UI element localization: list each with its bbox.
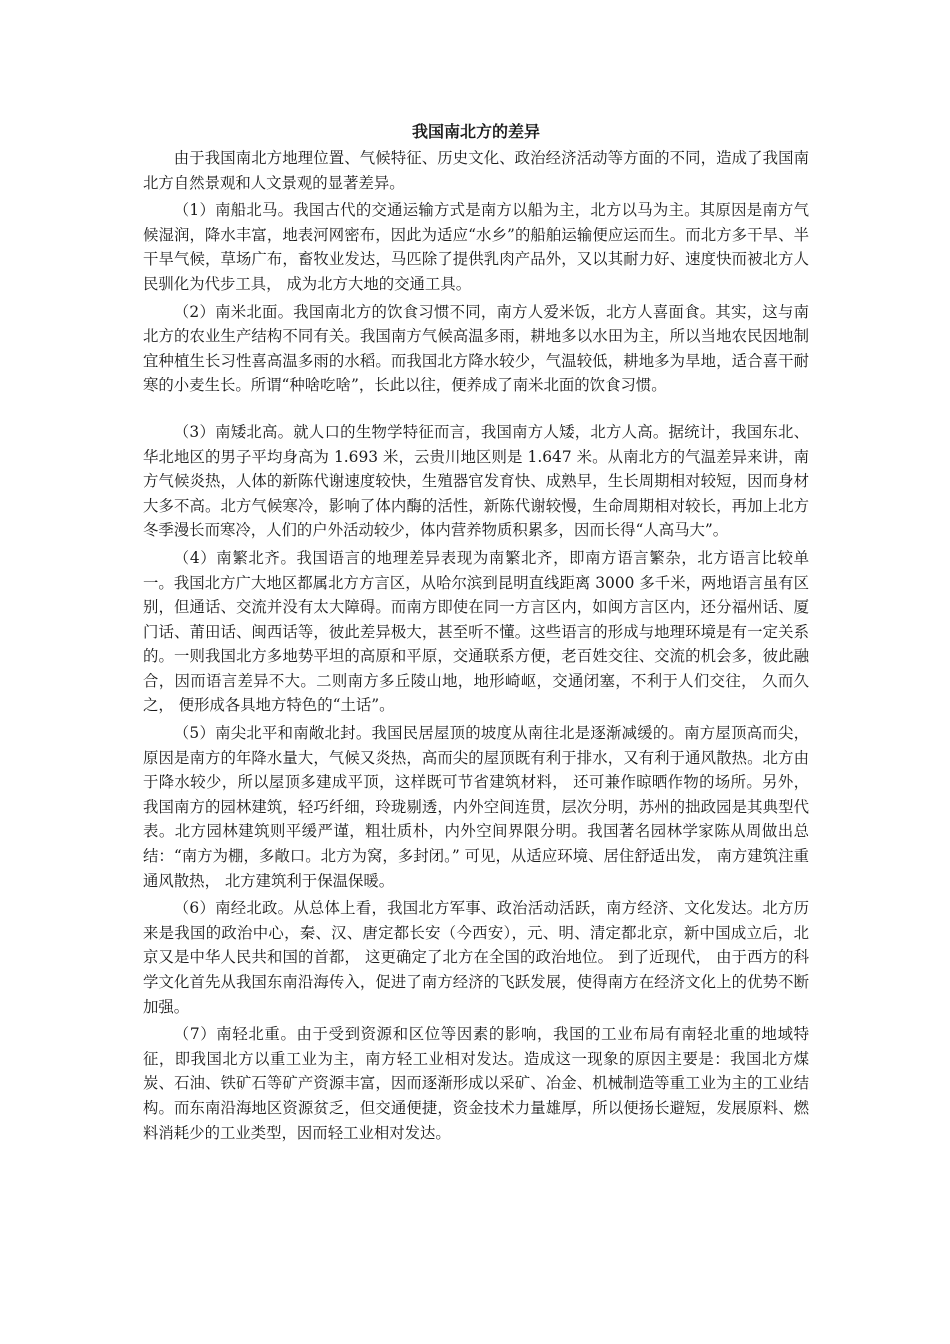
paragraph-5: （5）南尖北平和南敞北封。我国民居屋顶的坡度从南往北是逐渐减缓的。南方屋顶高而尖，原因是南方的年降水量大，气候又炎热，高而尖的屋顶既有利于排水，又有利于通风散热。北方由于降水较少，所以屋顶多建成平顶，这样既可节省建筑材料， 还可兼作晾晒作物的场所。另外，我国南方的园林建筑，轻巧纤细，玲珑剔透，内外空间连贯，层次分明，苏州的拙政园是其典型代表。北方园林建筑则平缓严谨，粗壮质朴，内外空间界限分明。我国著名园林学家陈从周做出总结：“南方为棚，多敞口。北方为窝，多封闭。” 可见，从适应环境、居住舒适出发， 南方建筑注重通风散热， 北方建筑利于保温保暖。 [143,724,809,890]
paragraph-7: （7）南轻北重。由于受到资源和区位等因素的影响，我国的工业布局有南轻北重的地域特征，即我国北方以重工业为主，南方轻工业相对发达。造成这一现象的原因主要是：我国北方煤炭、石油、铁矿石等矿产资源丰富，因而逐渐形成以采矿、冶金、机械制造等重工业为主的工业结构。而东南沿海地区资源贫乏，但交通便捷，资金技术力量雄厚，所以便扬长避短，发展原料、燃料消耗少的工业类型，因而轻工业相对发达。 [143,1025,809,1142]
paragraph-spacer [143,398,809,420]
paragraph-2: （2）南米北面。我国南北方的饮食习惯不同，南方人爱米饭，北方人喜面食。其实，这与南北方的农业生产结构不同有关。我国南方气候高温多雨，耕地多以水田为主，所以当地农民因地制宜种植生长习性喜高温多雨的水稻。而我国北方降水较少，气温较低，耕地多为旱地，适合喜干耐寒的小麦生长。所谓“种啥吃啥”，长此以往，便养成了南米北面的饮食习惯。 [143,302,809,395]
paragraph-1: （1）南船北马。我国古代的交通运输方式是南方以船为主，北方以马为主。其原因是南方气候湿润，降水丰富，地表河网密布，因此为适应“水乡”的船舶运输便应运而生。而北方多干旱、半干旱气候，草场广布，畜牧业发达，马匹除了提供乳肉产品外，又以其耐力好、速度快而被北方人民驯化为代步工具， 成为北方大地的交通工具。 [143,201,809,293]
paragraph-4: （4）南繁北齐。我国语言的地理差异表现为南繁北齐，即南方语言繁杂，北方语言比较单一。我国北方广大地区都属北方方言区，从哈尔滨到昆明直线距离 3000 多千米，两地语言虽有区别，但通话、交流并没有太大障碍。而南方即使在同一方言区内，如闽方言区内，还分福州话、厦门话、莆田话、闽西话等，彼此差异极大，甚至听不懂。这些语言的形成与地理环境是有一定关系的。一则我国北方多地势平坦的高原和平原，交通联系方便，老百姓交往、交流的机会多，彼此融合，因而语言差异不大。二则南方多丘陵山地，地形崎岖，交通闭塞，不利于人们交往， 久而久之， 便形成各具地方特色的“土话”。 [143,548,809,715]
document-title: 我国南北方的差异 [411,122,540,141]
intro-paragraph: 由于我国南北方地理位置、气候特征、历史文化、政治经济活动等方面的不同，造成了我国南北方自然景观和人文景观的显著差异。 [143,149,809,192]
document-page [143,118,809,1145]
paragraph-3: （3）南矮北高。就人口的生物学特征而言，我国南方人矮，北方人高。据统计，我国东北、华北地区的男子平均身高为 1.693 米，云贵川地区则是 1.647 米。从南北方的气温差异来讲，南方气候炎热，人体的新陈代谢速度较快，生殖器官发育快、成熟早，生长周期相对较短，因而身材大多不高。北方气候寒冷，影响了体内酶的活性，新陈代谢较慢，生命周期相对较长，再加上北方冬季漫长而寒冷，人们的户外活动较少，体内营养物质积累多，因而长得“人高马大”。 [143,422,809,540]
paragraph-6: （6）南经北政。从总体上看，我国北方军事、政治活动活跃，南方经济、文化发达。北方历来是我国的政治中心，秦、汉、唐定都长安（今西安），元、明、清定都北京，新中国成立后，北京又是中华人民共和国的首都， 这更确定了北方在全国的政治地位。 到了近现代， 由于西方的科学文化首先从我国东南沿海传入，促进了南方经济的飞跃发展，使得南方在经济文化上的优势不断加强。 [143,899,809,1016]
